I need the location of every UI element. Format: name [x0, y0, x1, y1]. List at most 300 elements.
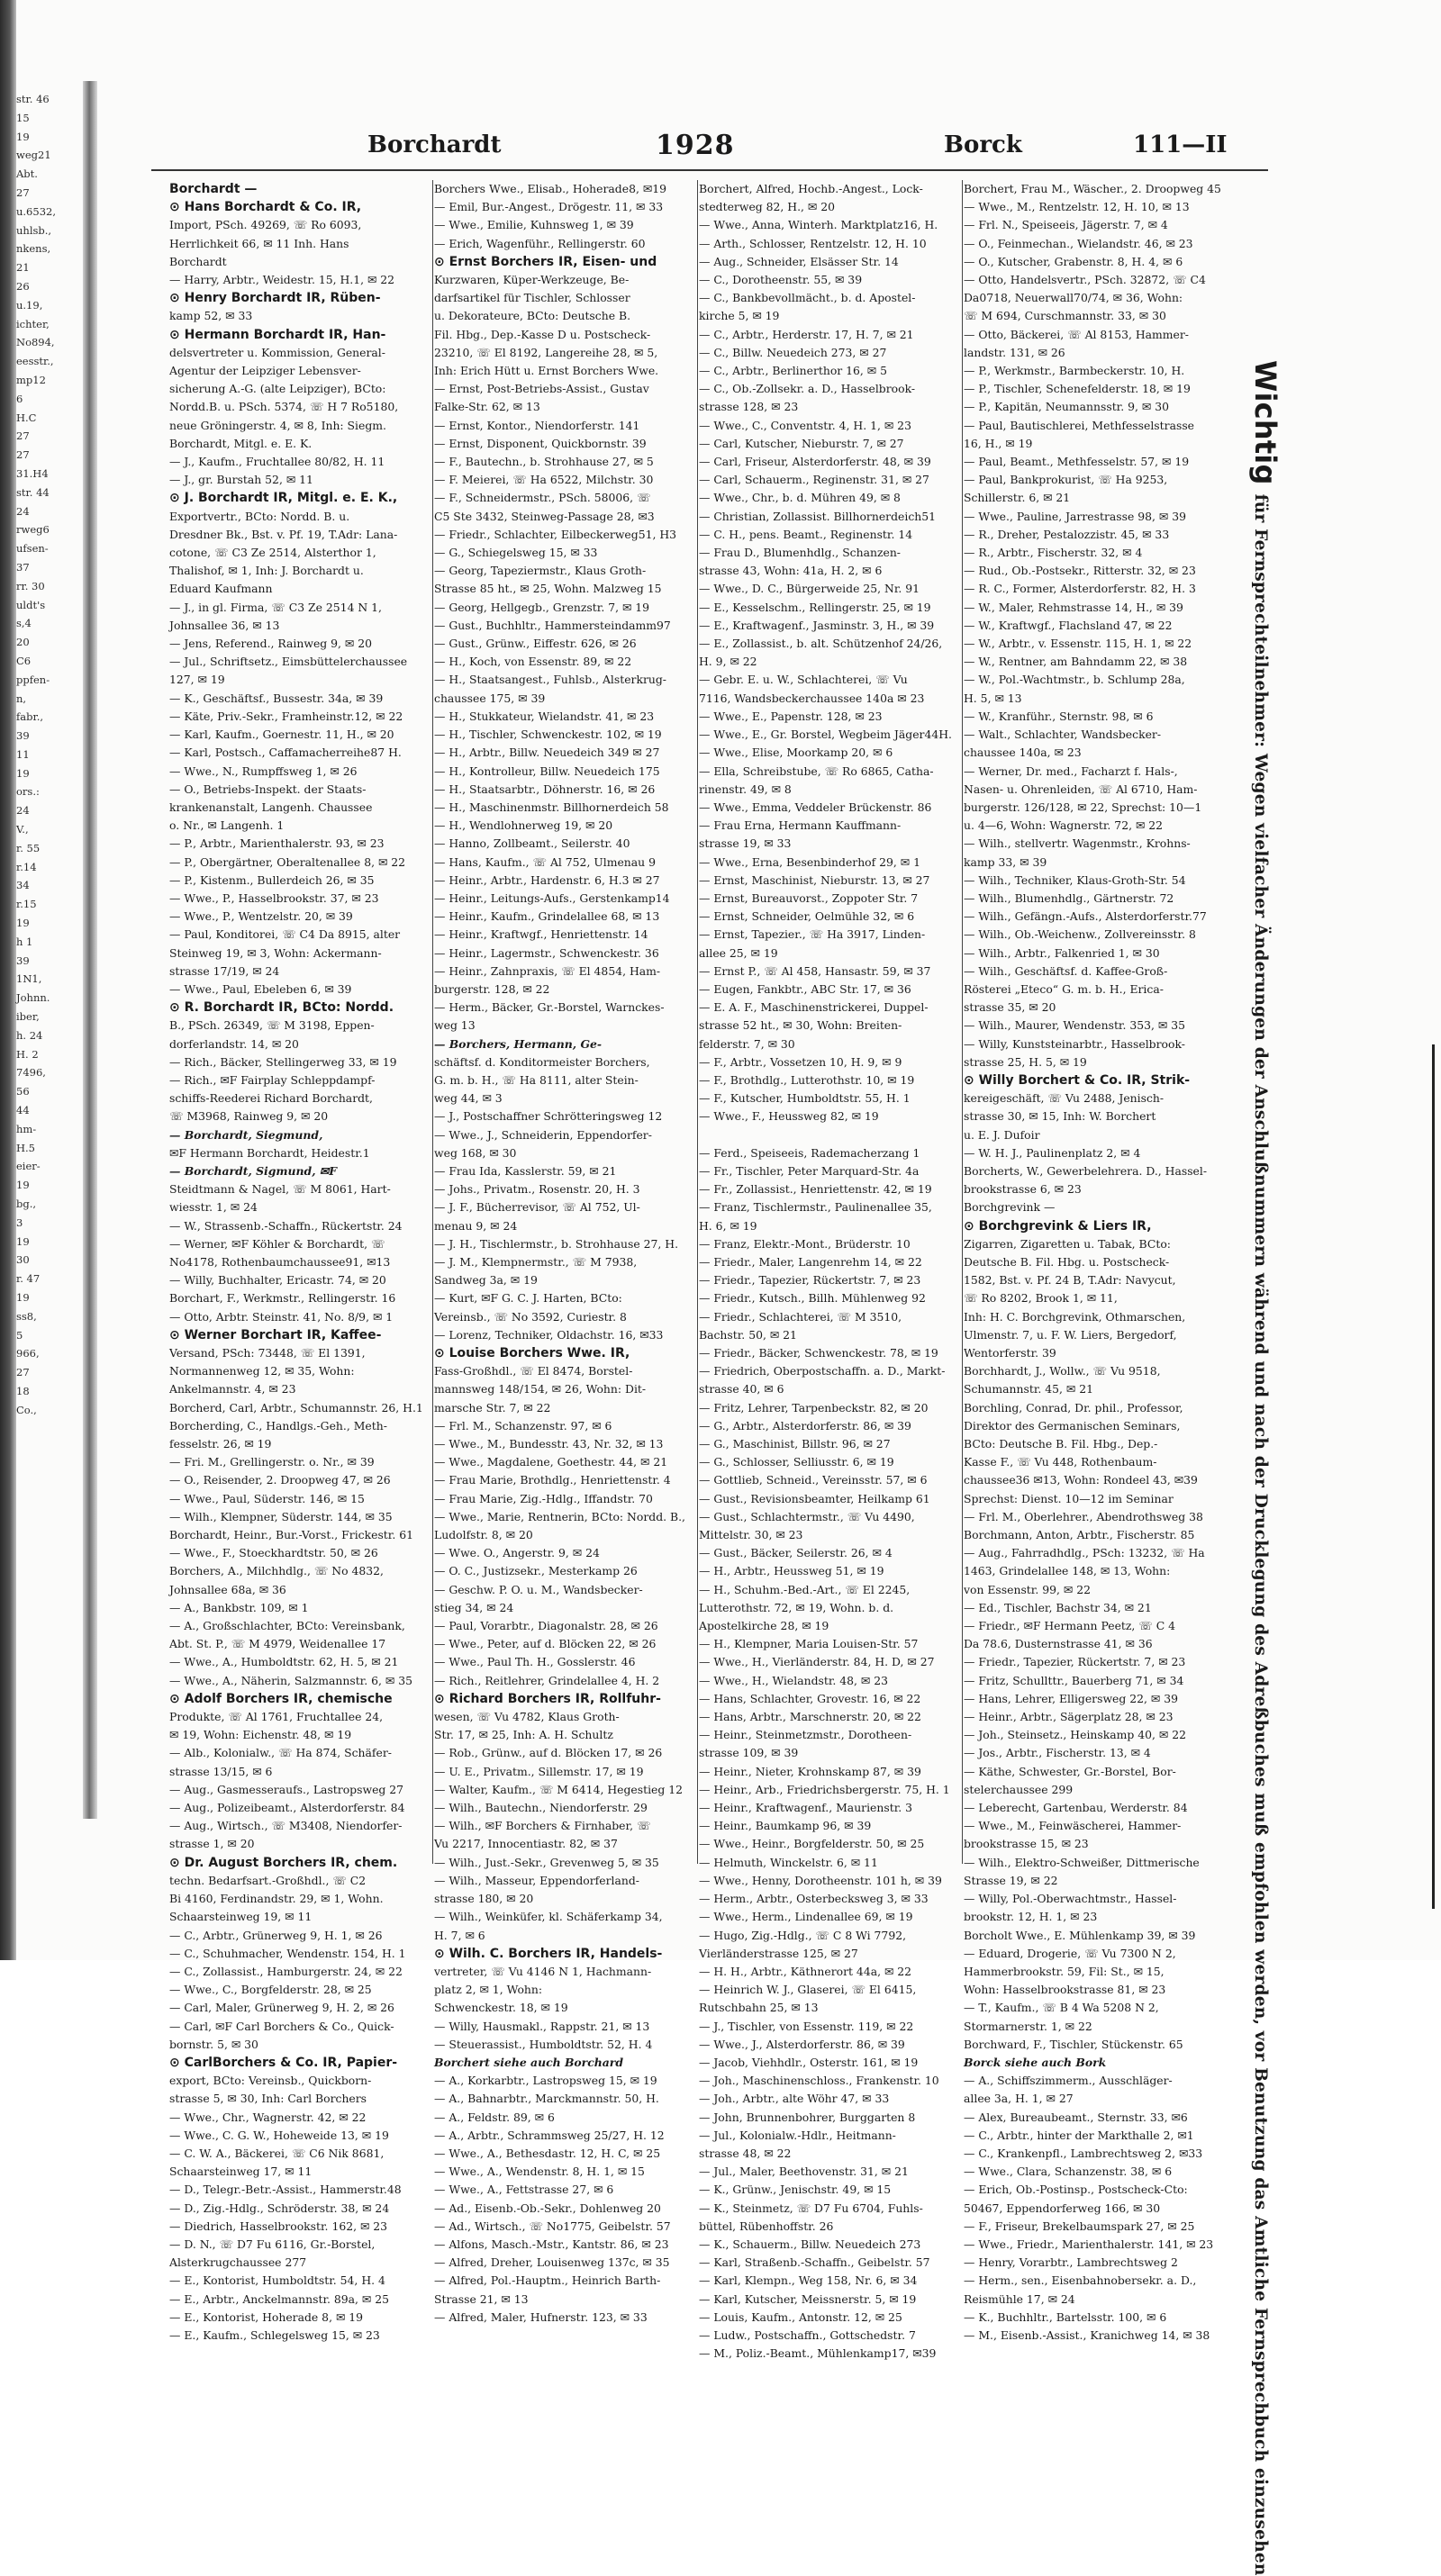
- directory-entry: — J., Tischler, von Essenstr. 119, ✉ 22: [699, 2019, 914, 2033]
- directory-entry: Rösterei „Eteco“ G. m. b. H., Erica-: [964, 981, 1164, 996]
- directory-entry: — Wilh., ✉F Borchers & Firnhaber, ☏: [434, 1819, 651, 1833]
- directory-entry: — A., Arbtr., Schrammsweg 25/27, H. 12: [434, 2128, 665, 2142]
- directory-entry: — Herm., Bäcker, Gr.-Borstel, Warnckes-: [434, 1000, 665, 1015]
- directory-entry: — Otto, Arbtr. Steinstr. 41, No. 8/9, ✉ 1: [169, 1309, 394, 1324]
- directory-entry: — H., Klempner, Maria Louisen-Str. 57: [699, 1637, 919, 1651]
- directory-entry: — Geschw. P. O. u. M., Wandsbecker-: [434, 1582, 643, 1596]
- prev-page-fragment: H.C: [16, 411, 37, 424]
- prev-page-fragment: 27: [16, 448, 30, 462]
- directory-entry: — Carl, Schauerm., Reginenstr. 31, ✉ 27: [699, 473, 929, 487]
- directory-entry: — Friedrich, Oberpostschaffn. a. D., Markt-: [699, 1364, 946, 1378]
- header-left-title: Borchardt: [367, 131, 502, 158]
- directory-entry-firm: ⊙ Dr. August Borchers IR, chem.: [169, 1855, 398, 1870]
- directory-entry: Steidtmann & Nagel, ☏ M 8061, Hart-: [169, 1182, 391, 1197]
- directory-entry: — P., Kapitän, Neumannsstr. 9, ✉ 30: [964, 400, 1169, 414]
- prev-page-fragment: 24: [16, 504, 30, 518]
- directory-entry: Bi 4160, Ferdinandstr. 29, ✉ 1, Wohn.: [169, 1892, 384, 1906]
- directory-entry: — Wwe., Emma, Veddeler Brückenstr. 86: [699, 800, 932, 814]
- directory-entry: — Hans, Lehrer, Elligersweg 22, ✉ 39: [964, 1691, 1178, 1705]
- directory-entry: schiffs-Reederei Richard Borchardt,: [169, 1091, 373, 1106]
- directory-entry: — F., Kutscher, Humboldtstr. 55, H. 1: [699, 1091, 911, 1106]
- directory-entry: Exportvertr., BCto: Nordd. B. u.: [169, 509, 350, 523]
- directory-entry: Falke-Str. 62, ✉ 13: [434, 400, 540, 414]
- prev-page-fragment: fabr.,: [16, 710, 44, 724]
- directory-entry: ☏ M 694, Curschmannstr. 33, ✉ 30: [964, 309, 1166, 323]
- directory-entry: 1463, Grindelallee 148, ✉ 13, Wohn:: [964, 1564, 1171, 1578]
- directory-entry: — Diedrich, Hasselbrookstr. 162, ✉ 23: [169, 2219, 388, 2233]
- directory-entry-firm: ⊙ Werner Borchart IR, Kaffee-: [169, 1327, 382, 1342]
- directory-entry: strasse 13/15, ✉ 6: [169, 1764, 273, 1778]
- directory-entry: stedterweg 82, H., ✉ 20: [699, 200, 835, 214]
- directory-entry: — Walt., Schlachter, Wandsbecker-: [964, 728, 1162, 742]
- directory-entry: — Frau Marie, Brothdlg., Henriettenstr. 4: [434, 1473, 671, 1487]
- notice-title: Wichtig: [1248, 360, 1282, 485]
- directory-entry: — Wwe., A., Humboldtstr. 62, H. 5, ✉ 21: [169, 1655, 399, 1669]
- prev-page-fragment: 27: [16, 185, 30, 199]
- directory-entry: H. 5, ✉ 13: [964, 691, 1022, 705]
- directory-entry: — Karl, Kutscher, Meissnerstr. 5, ✉ 19: [699, 2291, 917, 2306]
- directory-entry: — Joh., Arbtr., alte Wöhr 47, ✉ 33: [699, 2092, 890, 2106]
- directory-entry: — W., Pol.-Wachtmstr., b. Schlump 28a,: [964, 673, 1185, 687]
- directory-entry: strasse 128, ✉ 23: [699, 400, 799, 414]
- directory-entry: — Leberecht, Gartenbau, Werderstr. 84: [964, 1801, 1188, 1815]
- directory-entry: krankenanstalt, Langenh. Chaussee: [169, 800, 373, 814]
- prev-page-fragment: 3: [16, 1216, 23, 1229]
- directory-entry: — P., Kistenm., Bullerdeich 26, ✉ 35: [169, 872, 375, 887]
- directory-entry: — Wilh., Weinküfer, kl. Schäferkamp 34,: [434, 1910, 663, 1924]
- directory-entry: — R., Dreher, Pestalozzistr. 45, ✉ 33: [964, 527, 1170, 541]
- directory-entry: — Wwe., N., Rumpffsweg 1, ✉ 26: [169, 764, 358, 778]
- directory-entry: — Wwe., Henny, Dorotheenstr. 101 h, ✉ 39: [699, 1873, 942, 1887]
- directory-entry: Strasse 85 ht., ✉ 25, Wohn. Malzweg 15: [434, 582, 662, 596]
- directory-entry: strasse 43, Wohn: 41a, H. 2, ✉ 6: [699, 564, 883, 578]
- prev-page-fragment: 19: [16, 766, 30, 780]
- directory-entry: Mittelstr. 30, ✉ 23: [699, 1528, 803, 1542]
- directory-entry: — Wwe., Anna, Winterh. Marktplatz16, H.: [699, 218, 938, 232]
- directory-entry: — C., Dorotheenstr. 55, ✉ 39: [699, 273, 863, 287]
- prev-page-fragment: str. 44: [16, 485, 50, 499]
- directory-entry: — Wwe., J., Schneiderin, Eppendorfer-: [434, 1127, 652, 1142]
- prev-page-fragment: bg.,: [16, 1198, 37, 1211]
- directory-entry: — Wwe., Emilie, Kuhnsweg 1, ✉ 39: [434, 218, 634, 232]
- directory-entry: — Heinr., Arbtr., Sägerplatz 28, ✉ 23: [964, 1710, 1174, 1724]
- directory-entry: techn. Bedarfsart.-Großhdl., ☏ C2: [169, 1873, 367, 1887]
- directory-entry: — Wwe., F., Heussweg 82, ✉ 19: [699, 1109, 879, 1124]
- directory-entry: strasse 109, ✉ 39: [699, 1746, 799, 1760]
- directory-entry: — Wilh., Arbtr., Falkenried 1, ✉ 30: [964, 945, 1160, 960]
- prev-page-fragment: mp12: [16, 373, 46, 386]
- directory-entry: — Franz, Elektr.-Mont., Brüderstr. 10: [699, 1236, 911, 1251]
- directory-entry: — Wwe., Peter, auf d. Blöcken 22, ✉ 26: [434, 1637, 657, 1651]
- directory-entry: — Wwe., F., Stoeckhardtstr. 50, ✉ 26: [169, 1546, 378, 1560]
- directory-entry: — Willy, Kunststeinarbtr., Hasselbrook-: [964, 1036, 1185, 1051]
- directory-entry: — F. Meierei, ☏ Ha 6522, Milchstr. 30: [434, 473, 654, 487]
- directory-entry: weg 44, ✉ 3: [434, 1091, 503, 1106]
- directory-entry: — A., Bahnarbtr., Marckmannstr. 50, H.: [434, 2092, 659, 2106]
- directory-entry: — M., Eisenb.-Assist., Kranichweg 14, ✉ 38: [964, 2327, 1210, 2342]
- directory-entry: weg 13: [434, 1018, 476, 1033]
- directory-entry: — M., Poliz.-Beamt., Mühlenkamp17, ✉39: [699, 2346, 937, 2361]
- directory-entry: — Wwe., C. G. W., Hoheweide 13, ✉ 19: [169, 2128, 389, 2142]
- directory-entry: Direktor des Germanischen Seminars,: [964, 1418, 1181, 1433]
- prev-page-fragment: str. 46: [16, 93, 50, 105]
- directory-entry: — Ed., Tischler, Bachstr 34, ✉ 21: [964, 1600, 1152, 1614]
- directory-entry-firm: ⊙ Adolf Borchers IR, chemische: [169, 1691, 393, 1706]
- directory-entry: menau 9, ✉ 24: [434, 1218, 518, 1233]
- prev-page-fragment: Johnn.: [16, 991, 50, 1005]
- directory-entry: — E., Kraftwagenf., Jasminstr. 3, H., ✉ 39: [699, 618, 935, 632]
- directory-entry: — K., Buchhltr., Bartelsstr. 100, ✉ 6: [964, 2309, 1167, 2324]
- directory-entry: — Helmuth, Winckelstr. 6, ✉ 11: [699, 1855, 878, 1869]
- directory-entry: — Wilh., Techniker, Klaus-Groth-Str. 54: [964, 872, 1186, 887]
- directory-entry: — Wwe., M., Bundesstr. 43, Nr. 32, ✉ 13: [434, 1437, 664, 1451]
- directory-entry: — J. M., Klempnermstr., ☏ M 7938,: [434, 1254, 638, 1269]
- directory-entry: Schumannstr. 45, ✉ 21: [964, 1382, 1093, 1396]
- directory-entry: ✉ 19, Wohn: Eichenstr. 48, ✉ 19: [169, 1728, 352, 1742]
- directory-entry: u. E. J. Dufoir: [964, 1127, 1040, 1142]
- directory-entry: Borchardt, Mitgl. e. E. K.: [169, 436, 313, 450]
- directory-entry: — Alb., Kolonialw., ☏ Ha 874, Schäfer-: [169, 1746, 392, 1760]
- directory-entry: — U. E., Privatm., Sillemstr. 17, ✉ 19: [434, 1764, 644, 1778]
- directory-entry: — Jacob, Viehhdlr., Osterstr. 161, ✉ 19: [699, 2055, 919, 2069]
- directory-entry: — Karl, Klempn., Weg 158, Nr. 6, ✉ 34: [699, 2273, 918, 2288]
- directory-entry: u. Dekorateure, BCto: Deutsche B.: [434, 309, 631, 323]
- directory-entry: Hammerbrookstr. 59, Fil: St., ✉ 15,: [964, 1964, 1165, 1978]
- prev-page-fragment: s,4: [16, 617, 32, 630]
- directory-entry: Eduard Kaufmann: [169, 582, 273, 596]
- vertical-notice-text: [1248, 360, 1282, 2576]
- directory-entry: wesen, ☏ Vu 4782, Klaus Groth-: [434, 1710, 620, 1724]
- prev-page-fragment: rr. 30: [16, 579, 45, 592]
- directory-entry: Borchmann, Anton, Arbtr., Fischerstr. 85: [964, 1528, 1195, 1542]
- directory-page: [97, 54, 1430, 2576]
- prev-page-fragment: 30: [16, 1253, 30, 1267]
- directory-entry: — Georg, Tapeziermstr., Klaus Groth-: [434, 564, 647, 578]
- prev-page-fragment: 15: [16, 111, 30, 124]
- prev-page-fragment: 20: [16, 636, 30, 649]
- directory-entry: — E., Kontorist, Hoheradе 8, ✉ 19: [169, 2309, 364, 2324]
- directory-entry: — C., Bankbevollmächt., b. d. Apostel-: [699, 291, 916, 305]
- directory-entry: — Wwe., Marie, Rentnerin, BCto: Nordd. B.,: [434, 1509, 685, 1523]
- directory-entry: — Wwe., H., Wielandstr. 48, ✉ 23: [699, 1673, 889, 1687]
- directory-entry: Borchers, A., Milchhdlg., ☏ No 4832,: [169, 1564, 384, 1578]
- directory-entry: — C., Arbtr., Grünerweg 9, H. 1, ✉ 26: [169, 1928, 383, 1942]
- prev-page-fragment: 19: [16, 1291, 30, 1304]
- prev-page-fragment: r. 47: [16, 1272, 41, 1286]
- directory-entry: — Gust., Buchhltr., Hammersteindamm97: [434, 618, 671, 632]
- directory-entry: — Fritz, Lehrer, Tarpenbeckstr. 82, ✉ 20: [699, 1400, 929, 1415]
- directory-entry: — Alfred, Dreher, Louisenweg 137c, ✉ 35: [434, 2255, 670, 2270]
- prev-page-fragment: 27: [16, 429, 30, 443]
- directory-entry: — Friedr., Kutsch., Billh. Mühlenweg 92: [699, 1291, 926, 1306]
- directory-entry: Borchert siehe auch Borchard: [434, 2055, 623, 2069]
- directory-entry: Wentorferstr. 39: [964, 1346, 1056, 1360]
- prev-page-fragment: V.,: [16, 823, 29, 836]
- directory-entry: strasse 48, ✉ 22: [699, 2146, 792, 2160]
- directory-entry: — Wwe., Elise, Moorkamp 20, ✉ 6: [699, 746, 893, 760]
- directory-entry: kamp 33, ✉ 39: [964, 854, 1047, 869]
- prev-page-fragment: 5: [16, 1328, 23, 1342]
- directory-entry: Strasse 19, ✉ 22: [964, 1873, 1058, 1887]
- directory-entry: — Wwe., M., Feinwäscherei, Hammer-: [964, 1819, 1182, 1833]
- directory-entry: — Harry, Arbtr., Weidestr. 15, H.1, ✉ 22: [169, 273, 395, 287]
- directory-entry: — Gust., Grünw., Eiffestr. 626, ✉ 26: [434, 637, 637, 651]
- directory-entry: ☏ M3968, Rainweg 9, ✉ 20: [169, 1109, 329, 1124]
- directory-entry: — Heinr., Kraftwgf., Henriettenstr. 14: [434, 927, 648, 942]
- directory-entry: — Gust., Schlachtermstr., ☏ Vu 4490,: [699, 1509, 915, 1523]
- directory-entry: — Walter, Kaufm., ☏ M 6414, Hegestieg 12: [434, 1782, 684, 1796]
- directory-entry: o. Nr., ✉ Langenh. 1: [169, 818, 285, 833]
- directory-entry: allee 3a, H. 1, ✉ 27: [964, 2092, 1074, 2106]
- directory-entry: — A., Großschlachter, BCto: Vereinsbank,: [169, 1619, 405, 1633]
- directory-entry: — J., gr. Burstah 52, ✉ 11: [169, 473, 313, 487]
- directory-entry: Da0718, Neuerwall70/74, ✉ 36, Wohn:: [964, 291, 1183, 305]
- directory-entry: — Otto, Handelsvertr., PSch. 32872, ☏ C4: [964, 273, 1206, 287]
- directory-entry: — O., Kutscher, Grabenstr. 8, H. 4, ✉ 6: [964, 254, 1183, 268]
- vertical-notice: [1243, 360, 1282, 2576]
- directory-entry: — R. C., Former, Alsterdorferstr. 82, H. 3: [964, 582, 1196, 596]
- directory-entry: — Gottlieb, Schneid., Vereinsstr. 57, ✉ 6: [699, 1473, 928, 1487]
- prev-page-fragment: 21: [16, 261, 30, 275]
- directory-entry: Rutschbahn 25, ✉ 13: [699, 2001, 819, 2015]
- directory-entry: Borchgrevink —: [964, 1200, 1056, 1215]
- directory-entry: — G., Arbtr., Alsterdorferstr. 86, ✉ 39: [699, 1418, 911, 1433]
- directory-entry: — Hans, Schlachter, Grovestr. 16, ✉ 22: [699, 1691, 921, 1705]
- directory-entry: strasse 40, ✉ 6: [699, 1382, 784, 1396]
- directory-entry: fesselstr. 26, ✉ 19: [169, 1437, 272, 1451]
- directory-entry: — Käte, Priv.-Sekr., Framheinstr.12, ✉ 22: [169, 709, 403, 723]
- prev-page-fragment: rweg6: [16, 523, 50, 537]
- directory-entry: — Herm., Arbtr., Osterbecksweg 3, ✉ 33: [699, 1892, 929, 1906]
- directory-entry: — H., Tischler, Schwenckestr. 102, ✉ 19: [434, 728, 662, 742]
- directory-entry: — Wilh., Klempner, Süderstr. 144, ✉ 35: [169, 1509, 393, 1523]
- directory-entry: — Wwe., C., Borgfelderstr. 28, ✉ 25: [169, 1983, 372, 1997]
- directory-entry: — Wilh., Geschäftsf. d. Kaffee-Groß-: [964, 963, 1168, 978]
- directory-entry: — Gebr. E. u. W., Schlachterei, ☏ Vu: [699, 673, 908, 687]
- directory-entry: — Käthe, Schwester, Gr.-Borstel, Bor-: [964, 1764, 1176, 1778]
- directory-entry: — Wwe., H., Vierländerstr. 84, H. D, ✉ 27: [699, 1655, 935, 1669]
- directory-entry: Nasen- u. Ohrenleiden, ☏ Al 6710, Ham-: [964, 782, 1198, 796]
- directory-entry: — Wilh., Gefängn.-Aufs., Alsterdorferstr.77: [964, 909, 1207, 924]
- directory-entry-firm: ⊙ Henry Borchardt IR, Rüben-: [169, 291, 381, 306]
- directory-entry: — C. H., pens. Beamt., Reginenstr. 14: [699, 527, 913, 541]
- prev-page-fragment: ufsen-: [16, 542, 49, 556]
- directory-entry: — Joh., Steinsetz., Heinskamp 40, ✉ 22: [964, 1728, 1186, 1742]
- directory-entry: Vierländerstrasse 125, ✉ 27: [699, 1946, 858, 1960]
- directory-entry: ☏ Ro 8202, Brook 1, ✉ 11,: [964, 1291, 1118, 1306]
- directory-entry: strasse 35, ✉ 20: [964, 1000, 1056, 1015]
- directory-entry: — Ernst, Kontor., Niendorferstr. 141: [434, 418, 640, 432]
- directory-entry: platz 2, ✉ 1, Wohn:: [434, 1983, 543, 1997]
- directory-entry: — Wilh., Blumenhdlg., Gärtnerstr. 72: [964, 890, 1174, 905]
- directory-entry: Borcholt Wwe., E. Mühlenkamp 39, ✉ 39: [964, 1928, 1196, 1942]
- directory-entry: — Johs., Privatm., Rosenstr. 20, H. 3: [434, 1182, 640, 1197]
- directory-entry: chaussee36 ✉13, Wohn: Rondeel 43, ✉39: [964, 1473, 1198, 1487]
- directory-entry: — Erich, Wagenführ., Rellingerstr. 60: [434, 236, 646, 250]
- directory-entry: Borchardt: [169, 254, 227, 268]
- prev-page-fragment: r.15: [16, 898, 37, 911]
- directory-entry: — Ernst, Post-Betriebs-Assist., Gustav: [434, 382, 649, 396]
- directory-entry: — Heinr., Steinmetzmstr., Dorotheen-: [699, 1728, 912, 1742]
- directory-entry: Borcherts, W., Gewerbelehrera. D., Hassel-: [964, 1163, 1208, 1178]
- directory-entry: Borcherd, Carl, Arbtr., Schumannstr. 26, H.1: [169, 1400, 423, 1415]
- directory-entry: — Wilh., Ob.-Weichenw., Zollvereinsstr. 8: [964, 927, 1196, 942]
- column-divider: [962, 180, 963, 1864]
- directory-entry-firm: ⊙ Hermann Borchardt IR, Han-: [169, 327, 386, 342]
- directory-entry: Fil. Hbg., Dep.-Kasse D u. Postscheck-: [434, 327, 651, 341]
- directory-entry: — T., Kaufm., ☏ B 4 Wa 5208 N 2,: [964, 2001, 1159, 2015]
- directory-entry: strasse 19, ✉ 33: [699, 836, 792, 851]
- directory-entry: chaussee 175, ✉ 39: [434, 691, 546, 705]
- directory-entry: — Wwe., J., Alsterdorferstr. 86, ✉ 39: [699, 2037, 905, 2051]
- directory-entry: — A., Schiffszimmerm., Ausschläger-: [964, 2074, 1173, 2088]
- column-divider: [432, 180, 433, 1864]
- directory-entry: — Ad., Wirtsch., ☏ No1775, Geibelstr. 57: [434, 2219, 671, 2233]
- directory-entry: stelerchaussee 299: [964, 1782, 1074, 1796]
- directory-entry-firm: ⊙ Richard Borchers IR, Rollfuhr-: [434, 1691, 661, 1706]
- directory-entry: — Wwe., Magdalene, Goethestr. 44, ✉ 21: [434, 1455, 668, 1469]
- directory-entry: Schaarsteinweg 17, ✉ 11: [169, 2165, 313, 2179]
- directory-entry: — Hans, Arbtr., Marschnerstr. 20, ✉ 22: [699, 1710, 921, 1724]
- directory-entry: sicherung A.-G. (alte Leipziger), BCto:: [169, 382, 386, 396]
- directory-entry: — Friedr., Tapezier, Rückertstr. 7, ✉ 23: [699, 1273, 921, 1288]
- directory-entry: Wohn: Hasselbrookstrasse 81, ✉ 23: [964, 1983, 1166, 1997]
- directory-entry-firm: ⊙ CarlBorchers & Co. IR, Papier-: [169, 2055, 398, 2070]
- directory-entry: wiesstr. 1, ✉ 24: [169, 1200, 258, 1215]
- directory-entry: — Gust., Bäcker, Seilerstr. 26, ✉ 4: [699, 1546, 893, 1560]
- prev-page-fragment: u.19,: [16, 298, 43, 312]
- directory-entry: — H., Stukkateur, Wielandstr. 41, ✉ 23: [434, 709, 655, 723]
- directory-entry: [699, 1126, 967, 1144]
- directory-entry: — F., Friseur, Brekelbaumspark 27, ✉ 25: [964, 2219, 1195, 2233]
- directory-entry: — G., Maschinist, Billstr. 96, ✉ 27: [699, 1437, 891, 1451]
- directory-entry: B., PSch. 26349, ☏ M 3198, Eppen-: [169, 1018, 375, 1033]
- scan-edge-line: [1432, 1044, 1435, 1909]
- prev-page-fragment: 11: [16, 747, 30, 761]
- directory-entry: — A., Feldstr. 89, ✉ 6: [434, 2110, 555, 2124]
- directory-entry: Dresdner Bk., Bst. v. Pf. 19, T.Adr: Lana-: [169, 527, 398, 541]
- directory-entry: — Paul, Bautischlerei, Methfesselstrasse: [964, 418, 1195, 432]
- directory-entry: — K., Geschäftsf., Bussestr. 34a, ✉ 39: [169, 691, 384, 705]
- notice-body: für Fernsprechteilnehmer: Wegen vielfacher Änderungen der Anschlußnummern während und nach der Drucklegung des Adreßbuches muß empfohlen werden, vor Benutzung das Amtliche Fernsprechbuch einzusehen: [1251, 493, 1270, 2576]
- directory-entry: — Wilh., Just.-Sekr., Grevenweg 5, ✉ 35: [434, 1855, 659, 1869]
- directory-entry: — Ferd., Speiseeis, Rademacherzang 1: [699, 1145, 920, 1160]
- directory-entry: Ulmenstr. 7, u. F. W. Liers, Bergedorf,: [964, 1327, 1177, 1342]
- directory-entry: — Steuerassist., Humboldtstr. 52, H. 4: [434, 2037, 653, 2051]
- directory-entry: — Gust., Revisionsbeamter, Heilkamp 61: [699, 1491, 930, 1505]
- directory-entry: Reismühle 17, ✉ 24: [964, 2291, 1075, 2306]
- directory-entry: — Ernst, Bureauvorst., Zoppoter Str. 7: [699, 890, 919, 905]
- directory-entry: — Paul, Beamt., Methfesselstr. 57, ✉ 19: [964, 455, 1190, 469]
- directory-entry: schäftsf. d. Konditormeister Borchers,: [434, 1054, 650, 1069]
- directory-entry: — Wwe., A., Fettstrasse 27, ✉ 6: [434, 2183, 614, 2197]
- directory-entry: Sprechst: Dienst. 10—12 im Seminar: [964, 1491, 1174, 1505]
- directory-entry: — W., Maler, Rehmstrasse 14, H., ✉ 39: [964, 600, 1183, 614]
- directory-entry: — Heinr., Kaufm., Grindelallee 68, ✉ 13: [434, 909, 660, 924]
- directory-entry: — H., Koch, von Essenstr. 89, ✉ 22: [434, 655, 632, 669]
- directory-entry: büttel, Rübenhoffstr. 26: [699, 2219, 834, 2233]
- directory-entry: — Louis, Kaufm., Antonstr. 12, ✉ 25: [699, 2309, 902, 2324]
- directory-entry: 1582, Bst. v. Pf. 24 B, T.Adr: Navycut,: [964, 1273, 1176, 1288]
- prev-page-fragment: C6: [16, 654, 32, 667]
- directory-entry: — W., Kranführ., Sternstr. 98, ✉ 6: [964, 709, 1154, 723]
- prev-page-fragment: 34: [16, 879, 30, 892]
- directory-entry: — E., Zollassist., b. alt. Schützenhof 24/26,: [699, 637, 943, 651]
- directory-entry: Ludolfstr. 8, ✉ 20: [434, 1528, 533, 1542]
- directory-entry: — Wwe., C., Conventstr. 4, H. 1, ✉ 23: [699, 418, 911, 432]
- directory-entry: H. 9, ✉ 22: [699, 655, 757, 669]
- directory-entry: — W., Strassenb.-Schaffn., Rückertstr. 24: [169, 1218, 403, 1233]
- directory-entry: — E., Kesselschm., Rellingerstr. 25, ✉ 19: [699, 600, 931, 614]
- directory-entry-firm: ⊙ Wilh. C. Borchers IR, Handels-: [434, 1946, 663, 1961]
- directory-entry: Lutterothstr. 72, ✉ 19, Wohn. b. d.: [699, 1600, 894, 1614]
- directory-entry: — Carl, Friseur, Alsterdorferstr. 48, ✉ 39: [699, 455, 931, 469]
- header-rule: [151, 169, 1268, 171]
- directory-entry: — Wwe. O., Angerstr. 9, ✉ 24: [434, 1546, 600, 1560]
- directory-entry: — H., Kontrolleur, Billw. Neuedeich 175: [434, 764, 660, 778]
- previous-page-edge: [16, 90, 81, 1792]
- prev-page-fragment: Co.,: [16, 1403, 37, 1416]
- directory-entry: — C., Ob.-Zollsekr. a. D., Hasselbrook-: [699, 382, 916, 396]
- directory-entry: — Aug., Wirtsch., ☏ M3408, Niendorfer-: [169, 1819, 403, 1833]
- directory-entry: Deutsche B. Fil. Hbg. u. Postscheck-: [964, 1254, 1170, 1269]
- directory-entry: strasse 25, H. 5, ✉ 19: [964, 1054, 1087, 1069]
- prev-page-fragment: eesstr.,: [16, 355, 54, 368]
- directory-entry: — O., Feinmechan., Wielandstr. 46, ✉ 23: [964, 236, 1193, 250]
- directory-entry: — Frl. M., Oberlehrer., Abendrothsweg 38: [964, 1509, 1203, 1523]
- prev-page-fragment: H.5: [16, 1141, 36, 1154]
- directory-entry: — C., Zollassist., Hamburgerstr. 24, ✉ 22: [169, 1964, 403, 1978]
- prev-page-fragment: 31.H4: [16, 466, 49, 480]
- directory-entry: — W. H. J., Paulinenplatz 2, ✉ 4: [964, 1145, 1141, 1160]
- directory-entry: — F., Schneidermstr., PSch. 58006, ☏: [434, 491, 651, 505]
- directory-entry: — Hans, Kaufm., ☏ Al 752, Ulmenau 9: [434, 854, 656, 869]
- directory-entry: G. m. b. H., ☏ Ha 8111, alter Stein-: [434, 1072, 639, 1087]
- directory-entry: — Heinr., Nieter, Krohnskamp 87, ✉ 39: [699, 1764, 921, 1778]
- directory-entry: — Ella, Schreibstube, ☏ Ro 6865, Catha-: [699, 764, 934, 778]
- directory-entry: — Ludw., Postschaffn., Gottschedstr. 7: [699, 2327, 916, 2342]
- directory-entry: — O., Betriebs-Inspekt. der Staats-: [169, 782, 367, 796]
- prev-page-fragment: h 1: [16, 935, 33, 948]
- prev-page-fragment: ppfen-: [16, 673, 50, 686]
- directory-entry: Sandweg 3a, ✉ 19: [434, 1273, 538, 1288]
- directory-entry: Steinweg 19, ✉ 3, Wohn: Ackermann-: [169, 945, 382, 960]
- directory-entry: — Frl. N., Speiseeis, Jägerstr. 7, ✉ 4: [964, 218, 1168, 232]
- directory-entry: — C., Billw. Neuedeich 273, ✉ 27: [699, 345, 887, 359]
- prev-page-fragment: r. 55: [16, 841, 41, 854]
- directory-entry-firm: ⊙ Hans Borchardt & Co. IR,: [169, 200, 362, 215]
- directory-entry: — Rich., ✉F Fairplay Schleppdampf-: [169, 1072, 376, 1087]
- directory-entry: — Wwe., Herm., Lindenallee 69, ✉ 19: [699, 1910, 913, 1924]
- directory-entry: — Karl, Straßenb.-Schaffn., Geibelstr. 57: [699, 2255, 930, 2270]
- directory-entry: 23210, ☏ El 8192, Langereihe 28, ✉ 5,: [434, 345, 658, 359]
- directory-entry: — Aug., Polizeibeamt., Alsterdorferstr. 84: [169, 1801, 405, 1815]
- directory-column-1: [169, 180, 438, 2342]
- directory-entry: — Frau D., Blumenhdlg., Schanzen-: [699, 546, 901, 560]
- directory-entry: Strasse 21, ✉ 13: [434, 2291, 529, 2306]
- directory-entry: — Alfred, Pol.-Hauptm., Heinrich Barth-: [434, 2273, 661, 2288]
- prev-page-fragment: 6: [16, 392, 23, 405]
- directory-entry: — Eugen, Fankbtr., ABC Str. 17, ✉ 36: [699, 981, 911, 996]
- directory-entry: Bachstr. 50, ✉ 21: [699, 1327, 797, 1342]
- prev-page-fragment: n,: [16, 691, 27, 705]
- directory-entry: — Rich., Bäcker, Stellingerweg 33, ✉ 19: [169, 1054, 397, 1069]
- directory-entry: — Paul, Vorarbtr., Diagonalstr. 28, ✉ 26: [434, 1619, 658, 1633]
- prev-page-fragment: 39: [16, 954, 30, 967]
- directory-entry: Da 78.6, Dusternstrasse 41, ✉ 36: [964, 1637, 1153, 1651]
- prev-page-fragment: ors.:: [16, 785, 40, 799]
- directory-entry: Inh: H. C. Borchgrevink, Othmarschen,: [964, 1309, 1186, 1324]
